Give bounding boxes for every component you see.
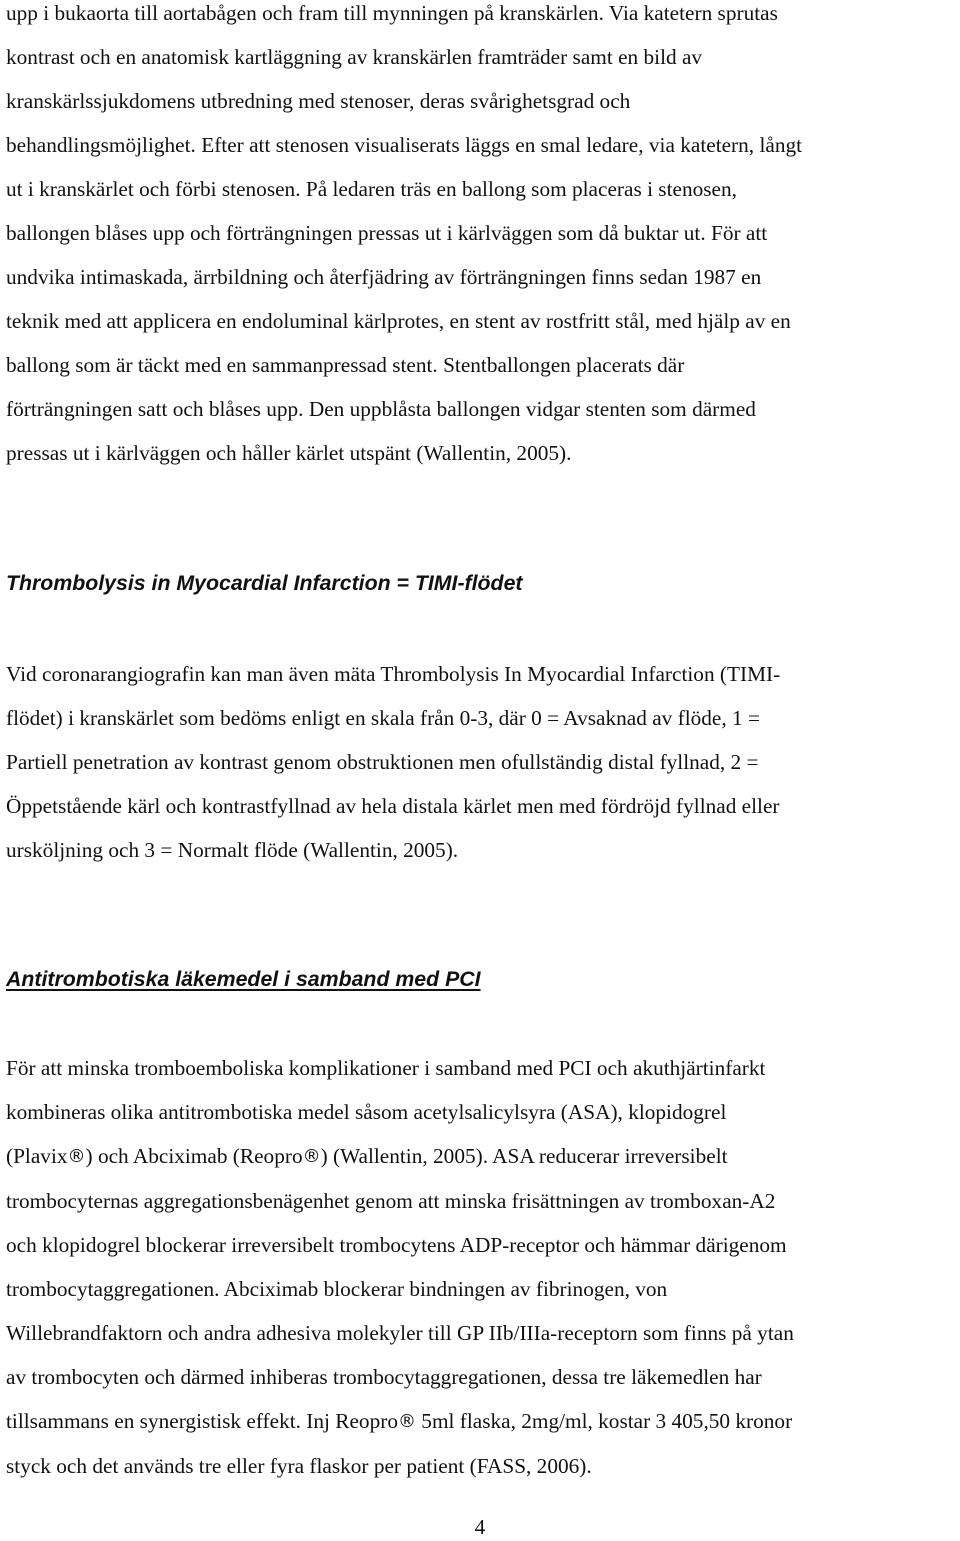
paragraph-timi-flow — [6, 652, 946, 872]
section-heading-antithrombotic: Antitrombotiska läkemedel i samband med PCI — [6, 967, 481, 991]
text-line: kombineras olika antitrombotiska medel såsom acetylsalicylsyra (ASA), klopidogrel — [6, 1100, 727, 1124]
text-line: trombocyternas aggregationsbenägenhet genom att minska frisättningen av tromboxan-A2 — [6, 1189, 776, 1213]
text-line: undvika intimaskada, ärrbildning och återfjädring av förträngningen finns sedan 1987 en — [6, 265, 762, 289]
paragraph-pci-procedure — [6, 0, 956, 475]
text-line — [6, 1134, 946, 1179]
text-segment: ) (Wallentin, 2005). ASA reducerar irreversibelt — [320, 1144, 728, 1168]
registered-symbol: ® — [397, 1411, 416, 1432]
text-segment: (Plavix — [6, 1144, 68, 1168]
text-line: För att minska tromboemboliska komplikationer i samband med PCI och akuthjärtinfarkt — [6, 1056, 766, 1080]
text-line: styck och det används tre eller fyra flaskor per patient (FASS, 2006). — [6, 1454, 592, 1478]
text-line: pressas ut i kärlväggen och håller kärlet utspänt (Wallentin, 2005). — [6, 441, 572, 465]
text-segment: ) och Abciximab (Reopro — [85, 1144, 303, 1168]
text-line: upp i bukaorta till aortabågen och fram till mynningen på kranskärlen. Via katetern sprutas — [6, 1, 778, 25]
text-line: Partiell penetration av kontrast genom obstruktionen men ofullständig distal fyllnad, 2 = — [6, 750, 759, 774]
section-heading-timi: Thrombolysis in Myocardial Infarction = TIMI-flödet — [6, 571, 523, 595]
text-segment: tillsammans en synergistisk effekt. Inj Reopro — [6, 1409, 398, 1433]
text-line: ballongen blåses upp och förträngningen pressas ut i kärlväggen som då buktar ut. För att — [6, 221, 768, 245]
registered-symbol: ® — [302, 1146, 321, 1167]
text-line: Öppetstående kärl och kontrastfyllnad av hela distala kärlet men med fördröjd fyllnad eller — [6, 794, 780, 818]
text-line: flödet) i kranskärlet som bedöms enligt en skala från 0-3, där 0 = Avsaknad av flöde, 1 = — [6, 706, 761, 730]
page-number: 4 — [474, 1515, 486, 1539]
registered-symbol: ® — [67, 1146, 86, 1167]
document-page — [6, 0, 956, 1540]
text-line: och klopidogrel blockerar irreversibelt trombocytens ADP-receptor och hämmar därigenom — [6, 1233, 787, 1257]
paragraph-antithrombotic-drugs — [6, 1046, 946, 1488]
text-segment: 5ml flaska, 2mg/ml, kostar 3 405,50 kronor — [415, 1409, 793, 1433]
text-line: kontrast och en anatomisk kartläggning av kranskärlen framträder samt en bild av — [6, 45, 703, 69]
text-line: teknik med att applicera en endoluminal kärlprotes, en stent av rostfritt stål, med hjälp av en — [6, 309, 791, 333]
text-line: ballong som är täckt med en sammanpressad stent. Stentballongen placerats där — [6, 353, 685, 377]
text-line: ursköljning och 3 = Normalt flöde (Wallentin, 2005). — [6, 838, 459, 862]
text-line: Willebrandfaktorn och andra adhesiva molekyler till GP IIb/IIIa-receptorn som finns på ytan — [6, 1321, 794, 1345]
text-line: ut i kranskärlet och förbi stenosen. På ledaren träs en ballong som placeras i stenosen, — [6, 177, 737, 201]
text-line: Vid coronarangiografin kan man även mäta Thrombolysis In Myocardial Infarction (TIMI- — [6, 662, 781, 686]
text-line — [6, 1399, 946, 1444]
text-line: kranskärlssjukdomens utbredning med stenoser, deras svårighetsgrad och — [6, 89, 631, 113]
text-line: behandlingsmöjlighet. Efter att stenosen visualiserats läggs en smal ledare, via katetern, långt — [6, 133, 803, 157]
text-line: trombocytaggregationen. Abciximab blockerar bindningen av fibrinogen, von — [6, 1277, 668, 1301]
text-line: förträngningen satt och blåses upp. Den uppblåsta ballongen vidgar stenten som därmed — [6, 397, 756, 421]
text-line: av trombocyten och därmed inhiberas trombocytaggregationen, dessa tre läkemedlen har — [6, 1365, 762, 1389]
